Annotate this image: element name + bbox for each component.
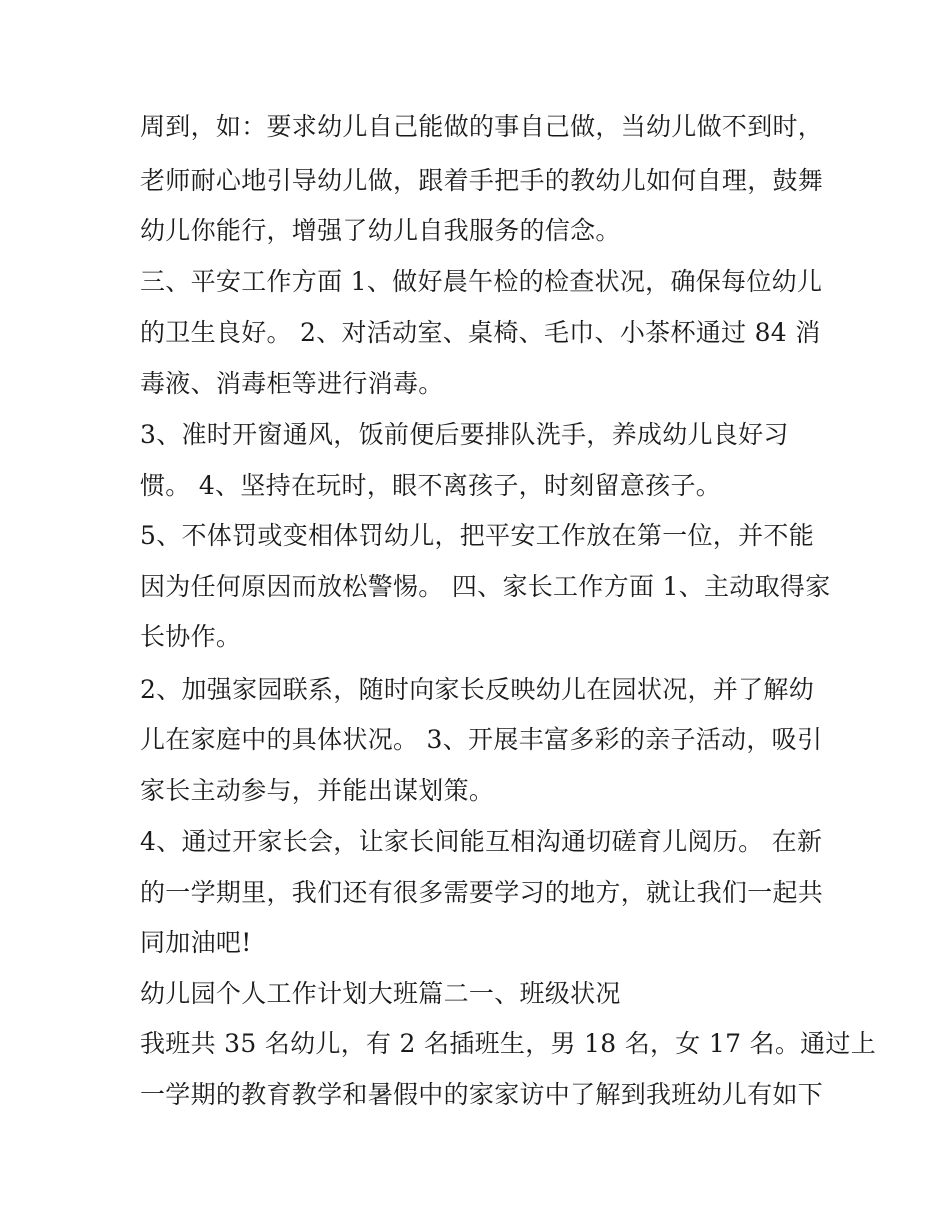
text-line: 幼儿你能行，增强了幼儿自我服务的信念。 (140, 216, 621, 245)
text-line: 因为任何原因而放松警惕。 四、家长工作方面 1、主动取得家 (140, 572, 831, 601)
text-line: 儿在家庭中的具体状况。 3、开展丰富多彩的亲子活动，吸引 (140, 725, 823, 754)
text-line: 惯。 4、坚持在玩时，眼不离孩子，时刻留意孩子。 (140, 471, 722, 500)
text-line: 2、加强家园联系，随时向家长反映幼儿在园状况，并了解幼 (140, 675, 815, 704)
text-line: 三、平安工作方面 1、做好晨午检的检查状况，确保每位幼儿 (140, 267, 823, 296)
text-line: 的一学期里，我们还有很多需要学习的地方，就让我们一起共 (140, 878, 824, 907)
text-line: 4、通过开家长会，让家长间能互相沟通切磋育儿阅历。 在新 (140, 827, 823, 856)
text-line: 5、不体罚或变相体罚幼儿，把平安工作放在第一位，并不能 (140, 521, 815, 550)
section-heading: 幼儿园个人工作计划大班篇二一、班级状况 (140, 979, 621, 1008)
text-line: 同加油吧! (140, 928, 252, 957)
text-line: 周到，如：要求幼儿自己能做的事自己做，当幼儿做不到时， (140, 112, 824, 141)
text-line: 一学期的教育教学和暑假中的家家访中了解到我班幼儿有如下 (140, 1080, 824, 1109)
text-line: 3、准时开窗通风，饭前便后要排队洗手，养成幼儿良好习 (140, 420, 789, 449)
text-line: 毒液、消毒柜等进行消毒。 (140, 369, 444, 398)
text-line: 的卫生良好。 2、对活动室、桌椅、毛巾、小茶杯通过 84 消 (140, 318, 821, 347)
text-line: 老师耐心地引导幼儿做，跟着手把手的教幼儿如何自理，鼓舞 (140, 166, 824, 195)
text-line: 长协作。 (140, 622, 242, 651)
text-line: 家长主动参与，并能出谋划策。 (140, 776, 495, 805)
text-line: 我班共 35 名幼儿，有 2 名插班生，男 18 名，女 17 名。通过上 (140, 1029, 877, 1058)
